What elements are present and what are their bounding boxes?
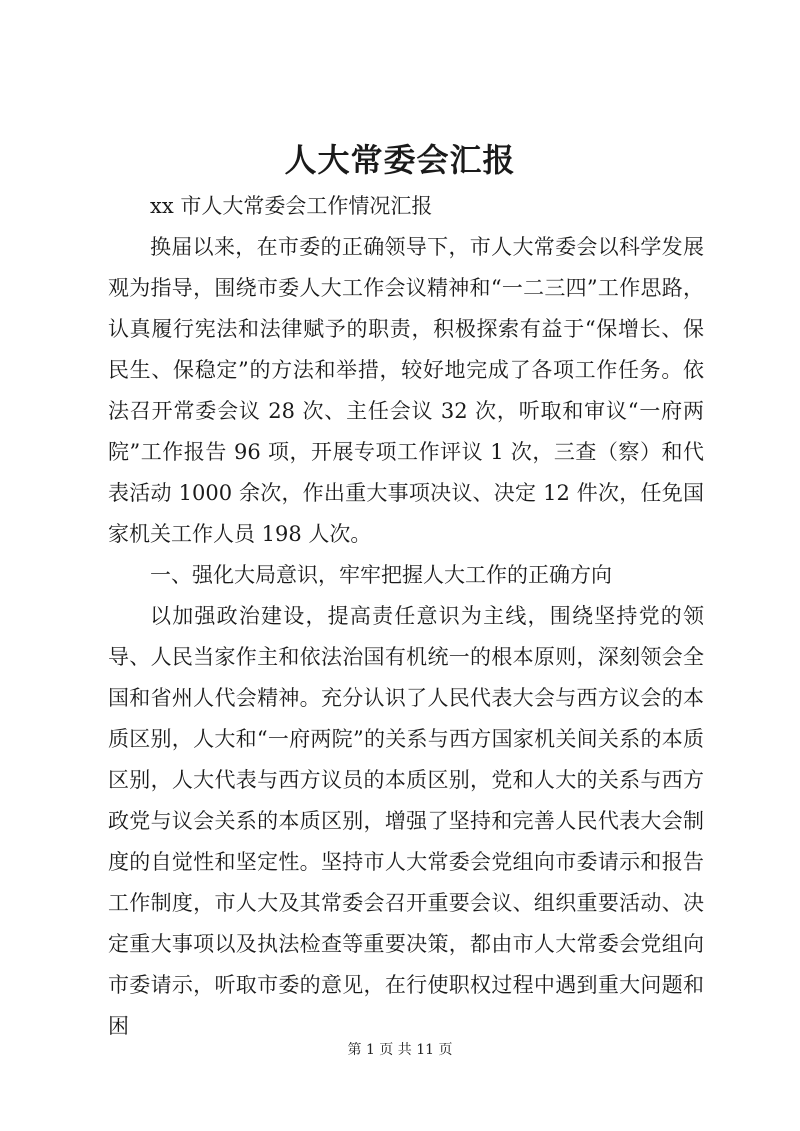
paragraph-section-heading: 一、强化大局意识，牢牢把握人大工作的正确方向 [150,563,612,587]
paragraph-section-body: 以加强政治建设，提高责任意识为主线，围绕坚持党的领导、人民当家作主和依法治国有机统一的根本原则，深刻领会全国和省州人代会精神。充分认识了人民代表大会与西方议会的本质区别，人大和“一府两院”的关系与西方国家机关间关系的本质区别，人大代表与西方议员的本质区别，党和人大的关系与西方政党与议会关系的本质区别，增强了坚持和完善人民代表大会制度的自觉性和坚定性。坚持市人大常委会党组向市委请示和报告工作制度，市人大及其常委会召开重要会议、组织重要活动、决定重大事项以及执法检查等重要决策，都由市人大常委会党组向市委请示，听取市委的意见，在行使职权过程中遇到重大问题和困 [108,604,704,1038]
document-body [108,186,704,1047]
paragraph-subtitle: xx 市人大常委会工作情况汇报 [150,194,433,218]
document-title: 人大常委会汇报 [284,141,516,179]
paragraph-intro: 换届以来，在市委的正确领导下，市人大常委会以科学发展观为指导，围绕市委人大工作会议精神和“一二三四”工作思路，认真履行宪法和法律赋予的职责，积极探索有益于“保增长、保民生、保稳定”的方法和举措，较好地完成了各项工作任务。依法召开常委会议 28 次、主任会议 32 次，听取和审议“一府两院”工作报告 96 项，开展专项工作评议 1 次，三查（察）和代表活动 1000 余次，作出重大事项决议、决定 12 件次，任免国家机关工作人员 198 人次。 [108,235,704,546]
page-number-footer: 第 1 页 共 11 页 [347,1042,453,1058]
